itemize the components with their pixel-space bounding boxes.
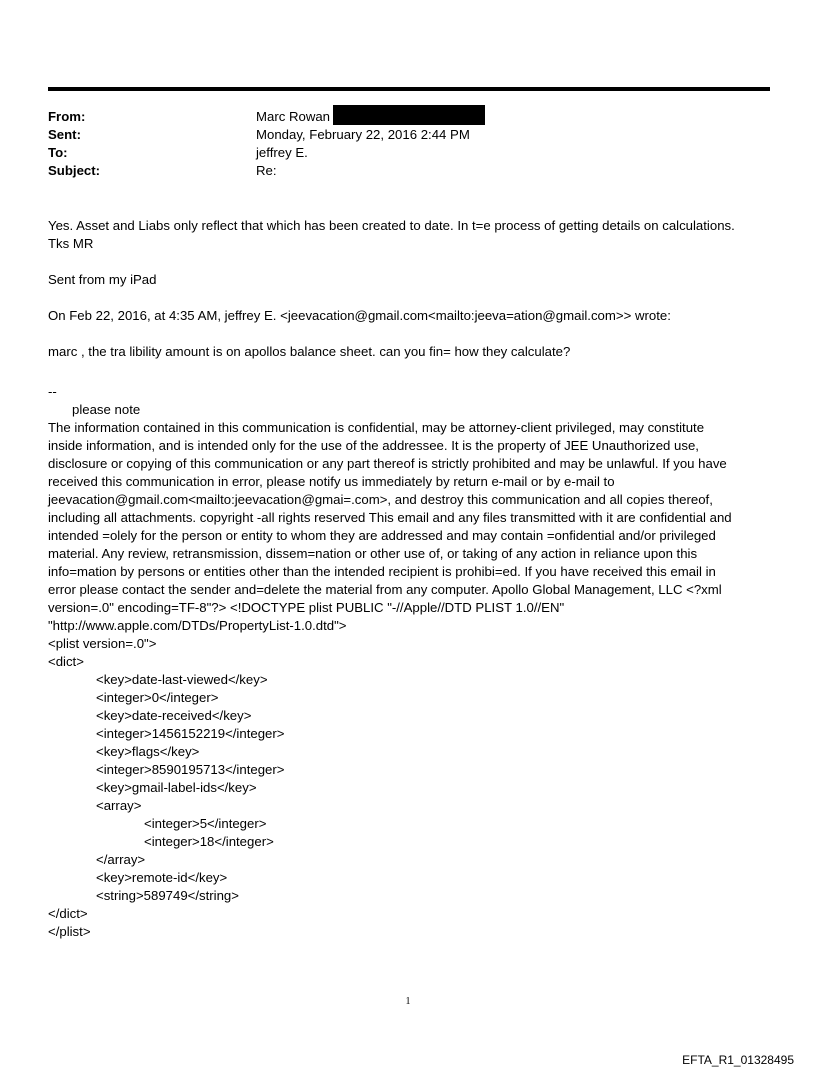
from-label: From: xyxy=(48,109,86,124)
plist-open: <plist version=.0"> xyxy=(48,636,157,651)
redaction-box xyxy=(333,105,485,125)
disclaimer-line: including all attachments. copyright -all rights reserved This email and any files transmitted with it are confidential and xyxy=(48,510,732,525)
reply-line-1: Yes. Asset and Liabs only reflect that which has been created to date. In t=e process of getting details on calculations. xyxy=(48,218,735,233)
plist-close: </plist> xyxy=(48,924,91,939)
to-value: jeffrey E. xyxy=(256,145,308,160)
disclaimer-line: version=.0" encoding=TF-8"?> <!DOCTYPE plist PUBLIC "-//Apple//DTD PLIST 1.0//EN" xyxy=(48,600,565,615)
email-body xyxy=(48,217,778,941)
email-header xyxy=(48,108,485,180)
array-item: <integer>5</integer> xyxy=(144,816,267,831)
sent-label: Sent: xyxy=(48,127,81,142)
to-label: To: xyxy=(48,145,68,160)
plist-value: <integer>1456152219</integer> xyxy=(96,726,285,741)
array-item: <integer>18</integer> xyxy=(144,834,274,849)
array-close: </array> xyxy=(96,852,146,867)
disclaimer-line: error please contact the sender and=delete the material from any computer. Apollo Global Management, LLC <?xml xyxy=(48,582,722,597)
page-number: 1 xyxy=(405,996,411,1007)
disclaimer-line: intended =olely for the person or entity to whom they are addressed and may contain =onfidential and/or privileged xyxy=(48,528,716,543)
disclaimer-line: material. Any review, retransmission, dissem=nation or other use of, or taking of any action in reliance upon this xyxy=(48,546,698,561)
reply-line-2: Tks MR xyxy=(48,236,94,251)
disclaimer xyxy=(48,419,778,635)
plist-value: <integer>0</integer> xyxy=(96,690,219,705)
subject-value: Re: xyxy=(256,163,277,178)
plist-value: <string>589749</string> xyxy=(96,888,239,903)
disclaimer-line: received this communication in error, please notify us immediately by return e-mail or by e-mail to xyxy=(48,474,615,489)
disclaimer-line: "http://www.apple.com/DTDs/PropertyList-1.0.dtd"> xyxy=(48,618,347,633)
plist-key: <key>flags</key> xyxy=(96,744,200,759)
document-id: EFTA_R1_01328495 xyxy=(682,1053,794,1067)
subject-label: Subject: xyxy=(48,163,101,178)
disclaimer-line: The information contained in this communication is confidential, may be attorney-client privileged, may constitute xyxy=(48,420,705,435)
quote-header: On Feb 22, 2016, at 4:35 AM, jeffrey E. <jeevacation@gmail.com<mailto:jeeva=ation@gmail.com>> wrote: xyxy=(48,308,671,323)
plist-key: <key>date-received</key> xyxy=(96,708,252,723)
plist-value: <integer>8590195713</integer> xyxy=(96,762,285,777)
sent-from: Sent from my iPad xyxy=(48,272,157,287)
header-rule xyxy=(48,87,770,91)
dict-close: </dict> xyxy=(48,906,88,921)
plist-key: <key>remote-id</key> xyxy=(96,870,228,885)
disclaimer-line: inside information, and is intended only for the use of the addressee. It is the property of JEE Unauthorized use, xyxy=(48,438,699,453)
please-note: please note xyxy=(72,402,141,417)
sent-value: Monday, February 22, 2016 2:44 PM xyxy=(256,127,470,142)
signature-dashes: -- xyxy=(48,384,57,399)
plist-key: <key>gmail-label-ids</key> xyxy=(96,780,257,795)
dict-open: <dict> xyxy=(48,654,84,669)
quote-text: marc , the tra libility amount is on apollos balance sheet. can you fin= how they calculate? xyxy=(48,344,571,359)
array-open: <array> xyxy=(96,798,142,813)
from-value: Marc Rowan xyxy=(256,109,331,124)
plist-key: <key>date-last-viewed</key> xyxy=(96,672,268,687)
disclaimer-line: jeevacation@gmail.com<mailto:jeevacation@gmai=.com>, and destroy this communication and all copies thereof, xyxy=(48,492,713,507)
disclaimer-line: info=mation by persons or entities other than the intended recipient is prohibi=ed. If you have received this email in xyxy=(48,564,716,579)
disclaimer-line: disclosure or copying of this communication or any part thereof is strictly prohibited and may be unlawful. If you have xyxy=(48,456,727,471)
